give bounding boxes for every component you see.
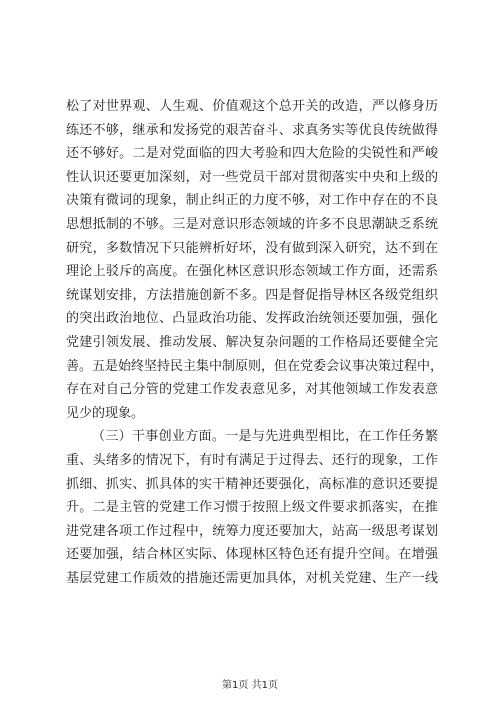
text-line: 的突出政治地位、凸显政治功能、发挥政治统领还要加强，强化 bbox=[66, 311, 438, 327]
text-line: 基层党建工作质效的措施还需更加具体，对机关党建、生产一线 bbox=[66, 570, 438, 586]
text-line: 升。二是主管的党建工作习惯于按照上级文件要求抓落实，在推 bbox=[66, 500, 438, 516]
page-footer: 第1页 共1页 bbox=[222, 680, 278, 691]
text-line: 研究，多数情况下只能辨析好坏，没有做到深入研究，达不到在 bbox=[66, 240, 438, 256]
text-line: 善。五是始终坚持民主集中制原则，但在党委会议事决策过程中， bbox=[66, 358, 444, 374]
text-line: 抓细、抓实、抓具体的实干精神还要强化，高标准的意识还要提 bbox=[66, 476, 438, 492]
text-line: 见少的现象。 bbox=[66, 405, 145, 421]
text-line: 还不够好。二是对党面临的四大考验和四大危险的尖锐性和严峻 bbox=[66, 146, 438, 162]
text-line: 决策有微词的现象，制止纠正的力度不够，对工作中存在的不良 bbox=[66, 193, 438, 209]
text-line: 练还不够，继承和发扬党的艰苦奋斗、求真务实等优良传统做得 bbox=[66, 122, 438, 138]
text-line: 还要加强，结合林区实际、体现林区特色还有提升空间。在增强 bbox=[66, 547, 438, 563]
text-line: （三）干事创业方面。一是与先进典型相比，在工作任务繁 bbox=[92, 429, 438, 445]
text-line: 思想抵制的不够。三是对意识形态领域的许多不良思潮缺乏系统 bbox=[66, 216, 438, 232]
text-line: 统谋划安排，方法措施创新不多。四是督促指导林区各级党组织 bbox=[66, 287, 438, 303]
text-line: 存在对自己分管的党建工作发表意见多，对其他领域工作发表意 bbox=[66, 382, 438, 398]
text-line: 党建引领发展、推动发展、解决复杂问题的工作格局还要健全完 bbox=[66, 334, 438, 350]
text-line: 重、头绪多的情况下，有时有满足于过得去、还行的现象，工作 bbox=[66, 452, 438, 468]
text-line: 松了对世界观、人生观、价值观这个总开关的改造，严以修身历 bbox=[66, 99, 438, 114]
text-line: 理论上驳斥的高度。在强化林区意识形态领域工作方面，还需系 bbox=[66, 264, 438, 280]
text-line: 性认识还要更加深刻，对一些党员干部对贯彻落实中央和上级的 bbox=[66, 169, 438, 185]
text-line: 进党建各项工作过程中，统筹力度还要加大，站高一级思考谋划 bbox=[66, 523, 438, 539]
document-body bbox=[66, 95, 444, 590]
